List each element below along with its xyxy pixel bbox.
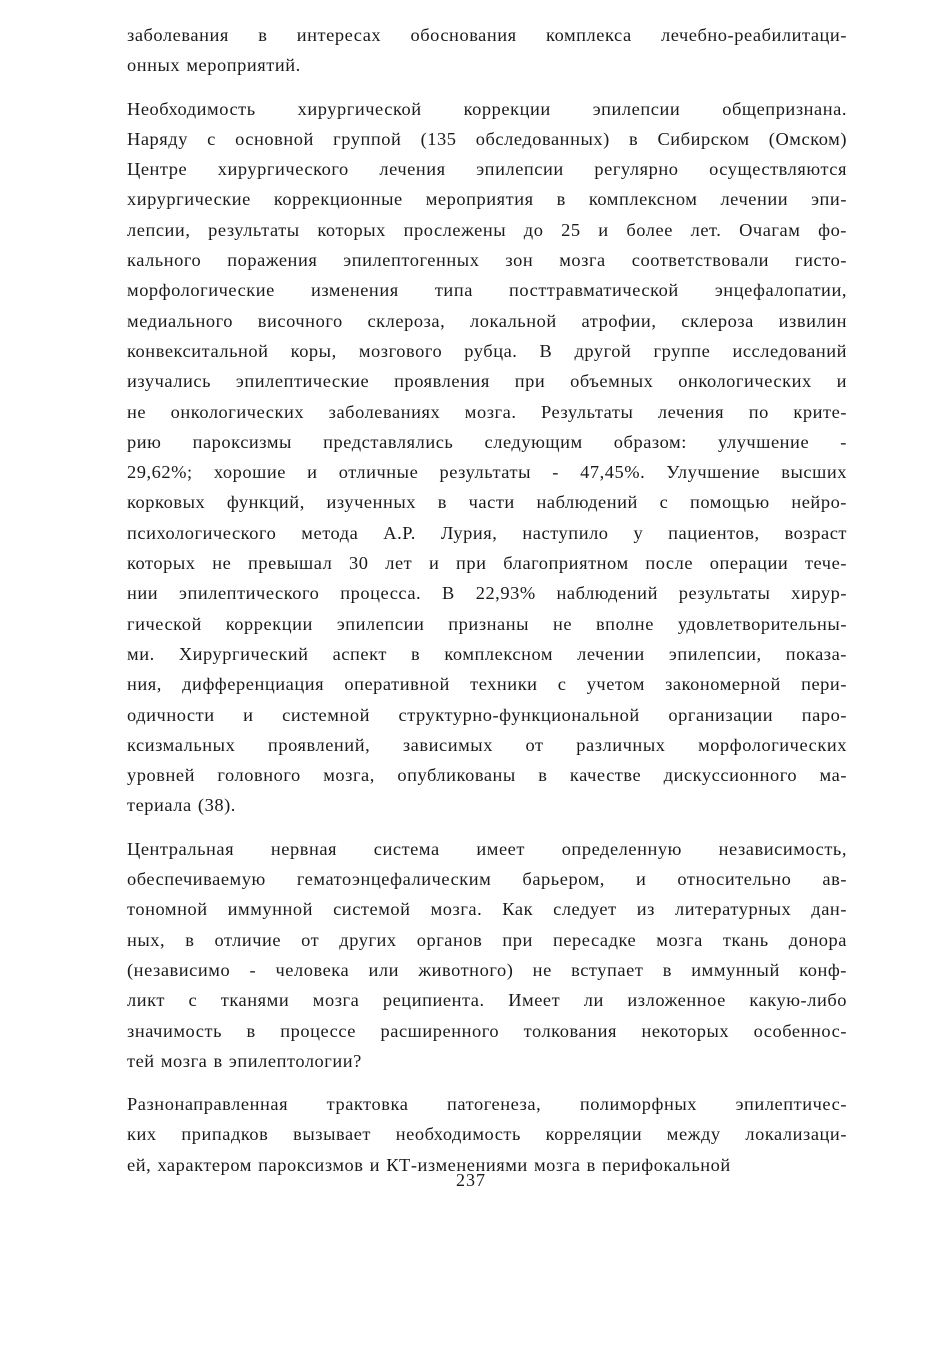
text-line: одичности и системной структурно-функциональной организации паро- xyxy=(127,704,847,725)
text-line: которых не превышал 30 лет и при благоприятном после операции тече- xyxy=(127,553,847,574)
text-line: ликт с тканями мозга реципиента. Имеет ли изложенное какую-либо xyxy=(127,990,847,1011)
text-line: ми. Хирургический аспект в комплексном лечении эпилепсии, показа- xyxy=(127,643,847,664)
paragraph xyxy=(127,834,847,1076)
text-line: значимость в процессе расширенного толкования некоторых особеннос- xyxy=(127,1020,847,1041)
text-line: хирургические коррекционные мероприятия в комплексном лечении эпи- xyxy=(127,189,847,210)
text-line: конвекситальной коры, мозгового рубца. В другой группе исследований xyxy=(127,340,847,361)
text-line: лепсии, результаты которых прослежены до 25 и более лет. Очагам фо- xyxy=(127,219,847,240)
text-line: ксизмальных проявлений, зависимых от различных морфологических xyxy=(127,734,847,755)
text-line: гической коррекции эпилепсии признаны не вполне удовлетворительны- xyxy=(127,613,847,634)
text-line: Наряду с основной группой (135 обследованных) в Сибирском (Омском) xyxy=(127,128,847,149)
text-line: ния, дифференциация оперативной техники с учетом закономерной пери- xyxy=(127,674,847,695)
text-line: не онкологических заболеваниях мозга. Результаты лечения по крите- xyxy=(127,401,847,422)
text-line: уровней головного мозга, опубликованы в качестве дискуссионного ма- xyxy=(127,765,847,786)
text-line: Центральная нервная система имеет определенную независимость, xyxy=(127,838,847,859)
text-line: ных, в отличие от других органов при пересадке мозга ткань донора xyxy=(127,929,847,950)
paragraph xyxy=(127,1089,847,1180)
text-line: изучались эпилептические проявления при объемных онкологических и xyxy=(127,371,847,392)
text-line: Разнонаправленная трактовка патогенеза, полиморфных эпилептичес- xyxy=(127,1094,847,1115)
text-line: медиального височного склероза, локальной атрофии, склероза извилин xyxy=(127,310,847,331)
paragraph xyxy=(127,20,847,81)
paragraph xyxy=(127,94,847,821)
text-line: морфологические изменения типа посттравматической энцефалопатии, xyxy=(127,280,847,301)
page-number: 237 xyxy=(456,1170,486,1190)
text-line: тономной иммунной системой мозга. Как следует из литературных дан- xyxy=(127,899,847,920)
text-line: Центре хирургического лечения эпилепсии регулярно осуществляются xyxy=(127,159,847,180)
text-line: Необходимость хирургической коррекции эпилепсии общепризнана. xyxy=(127,98,847,119)
text-line: кального поражения эпилептогенных зон мозга соответствовали гисто- xyxy=(127,250,847,271)
text-line: психологического метода А.Р. Лурия, наступило у пациентов, возраст xyxy=(127,522,847,543)
text-line: (независимо - человека или животного) не вступает в иммунный конф- xyxy=(127,959,847,980)
text-line: ких припадков вызывает необходимость корреляции между локализаци- xyxy=(127,1124,847,1145)
text-line: 29,62%; хорошие и отличные результаты - 47,45%. Улучшение высших xyxy=(127,462,847,483)
text-line: териала (38). xyxy=(127,795,236,816)
text-line: тей мозга в эпилептологии? xyxy=(127,1050,362,1071)
text-line: рию пароксизмы представлялись следующим образом: улучшение - xyxy=(127,431,847,452)
text-line: нии эпилептического процесса. В 22,93% наблюдений результаты хирур- xyxy=(127,583,847,604)
text-line: онных мероприятий. xyxy=(127,55,301,76)
page-text-body xyxy=(127,20,847,1193)
text-line: ей, характером пароксизмов и КТ-изменениями мозга в перифокальной xyxy=(127,1154,731,1175)
text-line: заболевания в интересах обоснования комплекса лечебно-реабилитаци- xyxy=(127,25,847,45)
text-line: обеспечиваемую гематоэнцефалическим барьером, и относительно ав- xyxy=(127,869,847,890)
text-line: корковых функций, изученных в части наблюдений с помощью нейро- xyxy=(127,492,847,513)
